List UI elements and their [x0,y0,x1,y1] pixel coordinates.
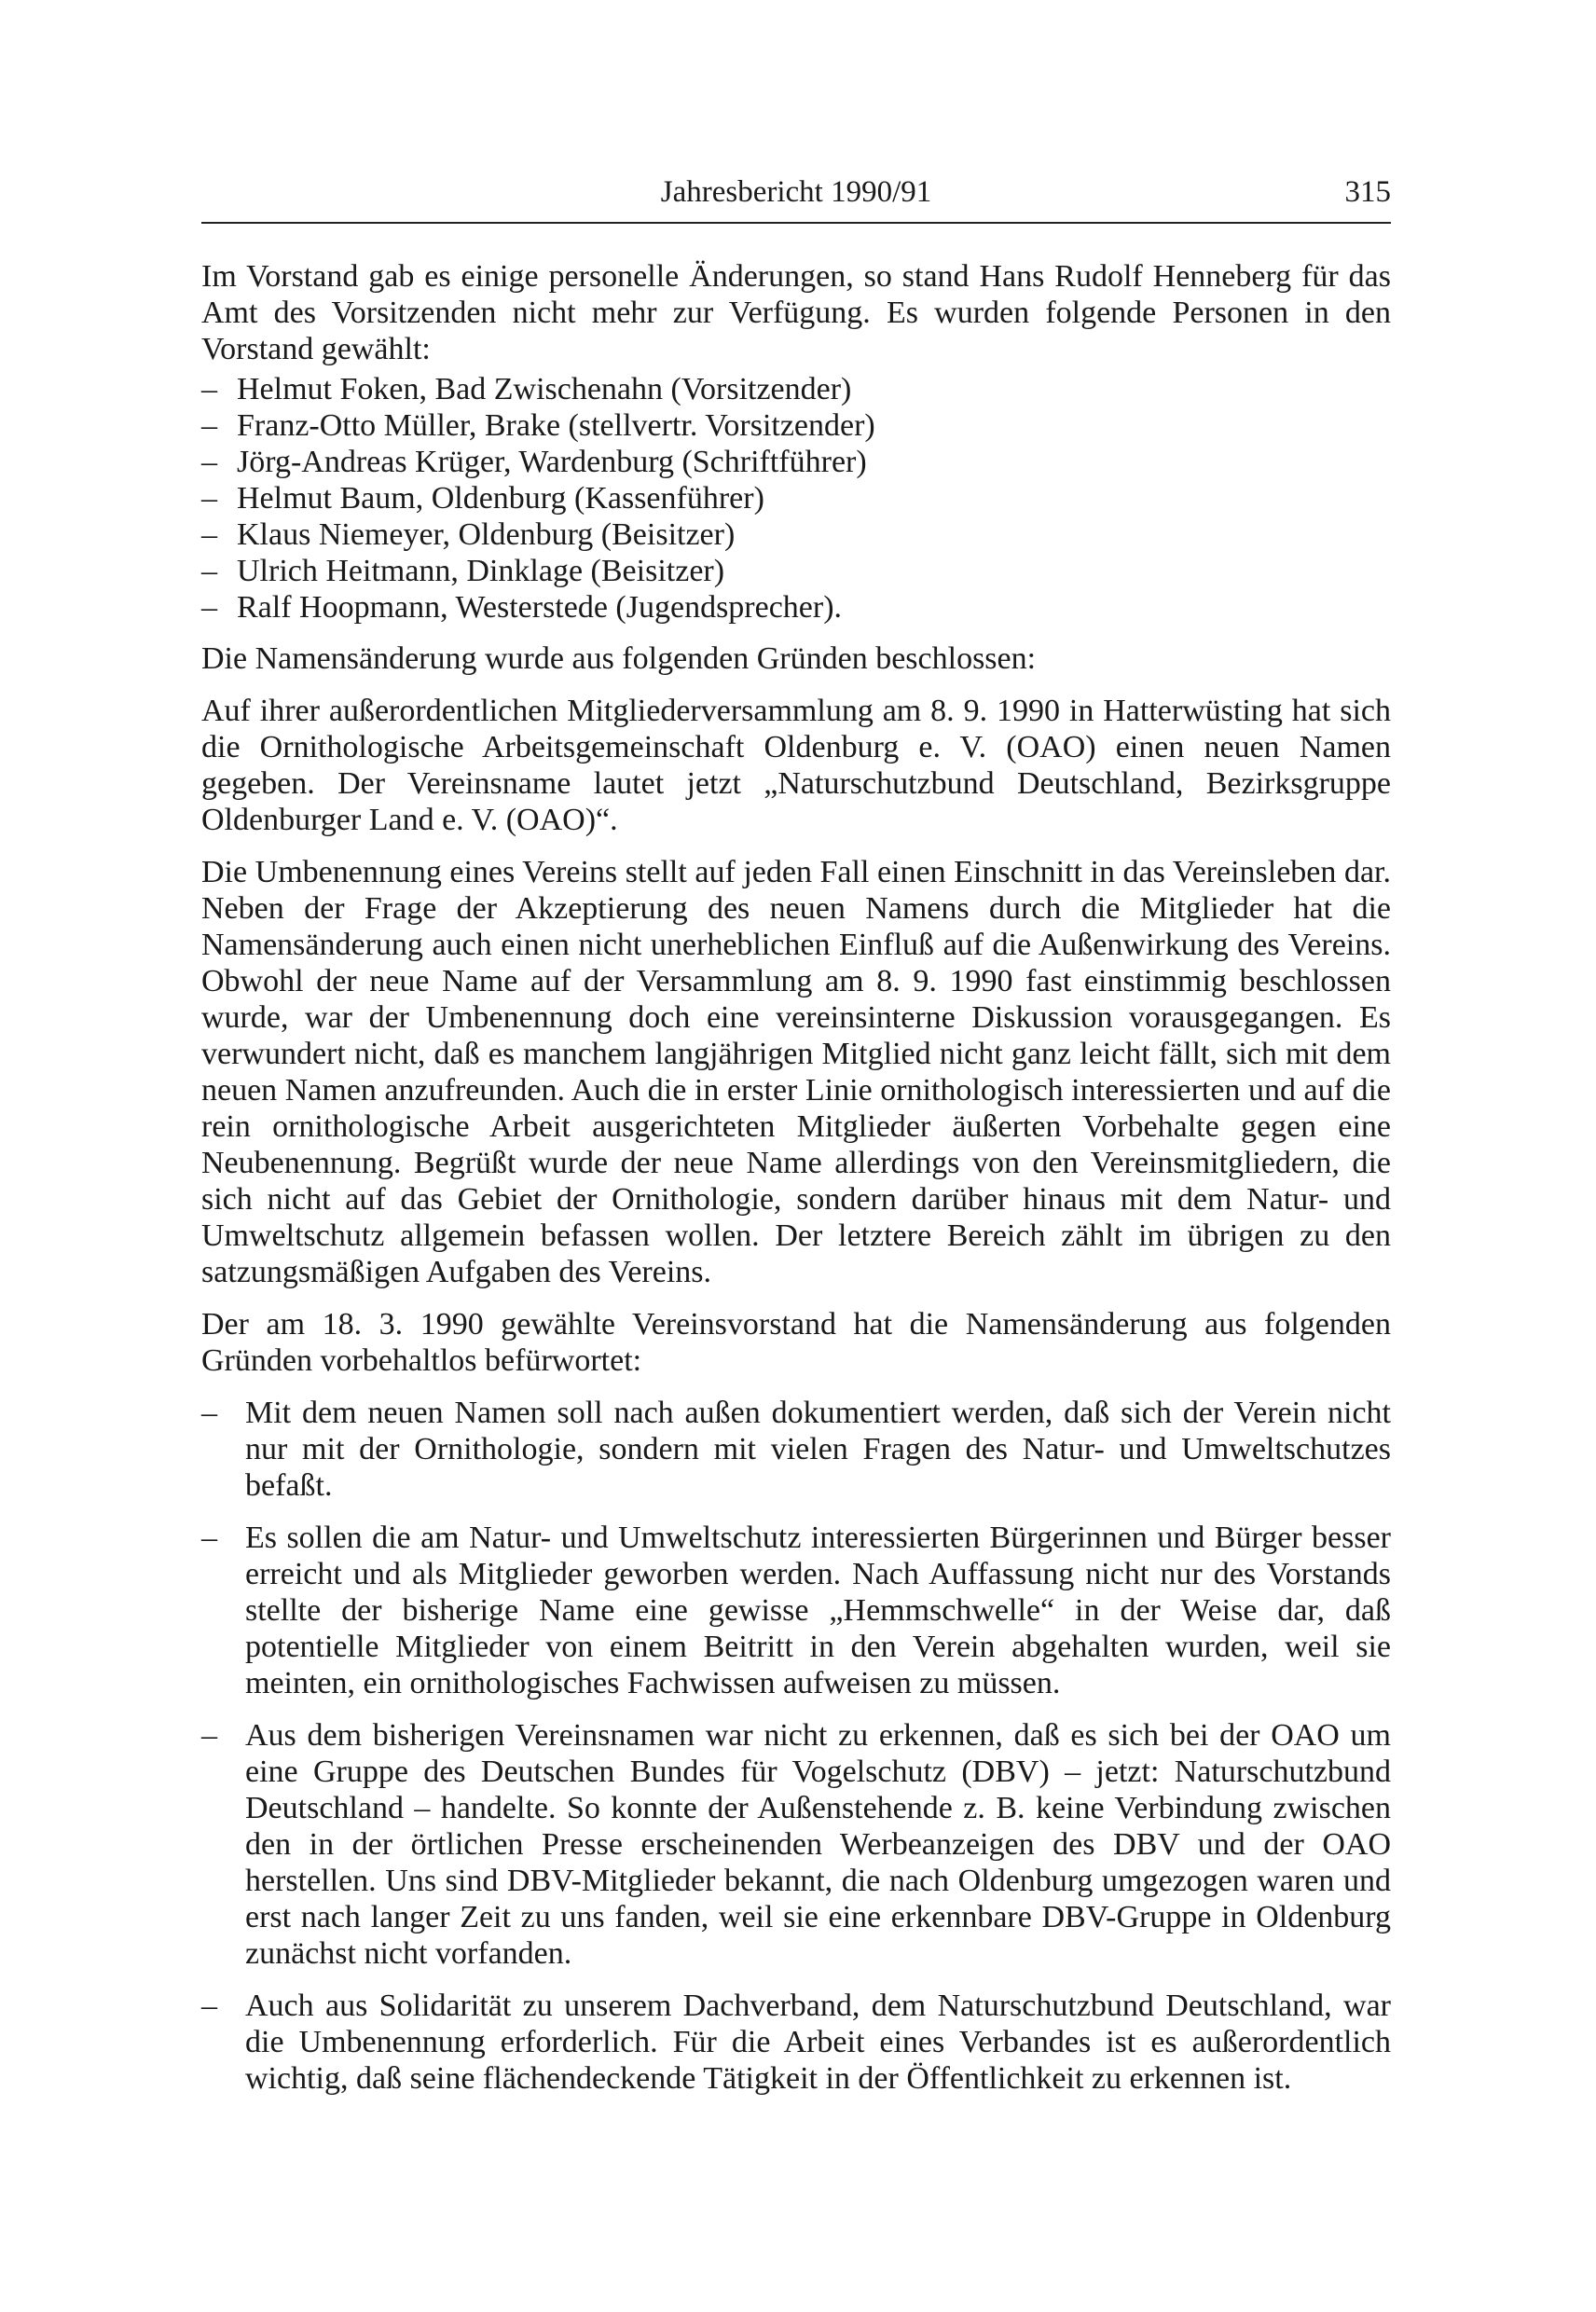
board-member-item: – Franz-Otto Müller, Brake (stellvertr. Vorsitzender) [201,407,1391,444]
reason-item: – Auch aus Solidarität zu unserem Dachverband, dem Naturschutzbund Deutschland, war die Umbenennung erforderlich. Für die Arbeit eines Verbandes ist es außerordentlich wichtig, daß seine flächendeckende Tätigkeit in der Öffentlichkeit zu erkennen ist. [201,1988,1391,2097]
board-member-item: – Helmut Baum, Oldenburg (Kassenführer) [201,480,1391,516]
header-title: Jahresbericht 1990/91 [660,175,932,209]
reasons-list [201,1395,1391,2097]
board-member-item: – Klaus Niemeyer, Oldenburg (Beisitzer) [201,516,1391,553]
intro-paragraph: Im Vorstand gab es einige personelle Änderungen, so stand Hans Rudolf Henneberg für das Amt des Vorsitzenden nicht mehr zur Verfügung. Es wurden folgende Personen in den Vorstand gewählt: [201,259,1391,366]
paragraph-board-decision: Der am 18. 3. 1990 gewählte Vereinsvorstand hat die Namensänderung aus folgenden Gründen vorbehaltlos befürwortet: [201,1307,1391,1378]
body-text [201,258,1391,2112]
board-member-item: – Helmut Foken, Bad Zwischenahn (Vorsitzender) [201,371,1391,407]
paragraph-meeting: Auf ihrer außerordentlichen Mitgliederversammlung am 8. 9. 1990 in Hatterwüsting hat sich die Ornithologische Arbeitsgemeinschaft Oldenburg e. V. (OAO) einen neuen Namen gegeben. Der Vereinsname lautet jetzt „Naturschutzbund Deutschland, Bezirksgruppe Oldenburger Land e. V. (OAO)“. [201,694,1391,837]
board-members-list [201,371,1391,626]
reason-item: – Aus dem bisherigen Vereinsnamen war nicht zu erkennen, daß es sich bei der OAO um eine Gruppe des Deutschen Bundes für Vogelschutz (DBV) – jetzt: Naturschutzbund Deutschland – handelte. So konnte der Außenstehende z. B. keine Verbindung zwischen den in der örtlichen Presse erscheinenden Werbeanzeigen des DBV und der OAO herstellen. Uns sind DBV-Mitglieder bekannt, die nach Oldenburg umgezogen waren und erst nach langer Zeit zu uns fanden, weil sie eine erkennbare DBV-Gruppe in Oldenburg zunächst nicht vorfanden. [201,1717,1391,1972]
paragraph-renaming: Die Umbenennung eines Vereins stellt auf jeden Fall einen Einschnitt in das Vereinsleben dar. Neben der Frage der Akzeptierung des neuen Namens durch die Mitglieder hat die Namensänderung auch einen nicht unerheblichen Einfluß auf die Außenwirkung des Vereins. Obwohl der neue Name auf der Versammlung am 8. 9. 1990 fast einstimmig beschlossen wurde, war der Umbenennung doch eine vereinsinterne Diskussion vorausgegangen. Es verwundert nicht, daß es manchem langjährigen Mitglied nicht ganz leicht fällt, sich mit dem neuen Namen anzufreunden. Auch die in erster Linie ornithologisch interessierten und auf die rein ornithologische Arbeit ausgerichteten Mitglieder äußerten Vorbehalte gegen eine Neubenennung. Begrüßt wurde der neue Name allerdings von den Vereinsmitgliedern, die sich nicht auf das Gebiet der Ornithologie, sondern darüber hinaus mit dem Natur- und Umweltschutz allgemein befassen wollen. Der letztere Bereich zählt im übrigen zu den satzungsmäßigen Aufgaben des Vereins. [201,855,1391,1289]
board-member-item: – Ralf Hoopmann, Westerstede (Jugendsprecher). [201,589,1391,626]
reason-item: – Mit dem neuen Namen soll nach außen dokumentiert werden, daß sich der Verein nicht nur mit der Ornithologie, sondern mit vielen Fragen des Natur- und Umweltschutzes befaßt. [201,1395,1391,1504]
page-number: 315 [1344,175,1391,209]
board-member-item: – Ulrich Heitmann, Dinklage (Beisitzer) [201,553,1391,589]
board-member-item: – Jörg-Andreas Krüger, Wardenburg (Schriftführer) [201,444,1391,480]
reason-item: – Es sollen die am Natur- und Umweltschutz interessierten Bürgerinnen und Bürger besser erreicht und als Mitglieder geworben werden. Nach Auffassung nicht nur des Vorstands stellte der bisherige Name eine gewisse „Hemmschwelle“ in der Weise dar, daß potentielle Mitglieder von einem Beitritt in den Verein abgehalten wurden, weil sie meinten, ein ornithologisches Fachwissen aufweisen zu müssen. [201,1520,1391,1701]
running-header [201,173,1391,224]
paragraph-reasons-intro: Die Namensänderung wurde aus folgenden Gründen beschlossen: [201,641,1037,676]
